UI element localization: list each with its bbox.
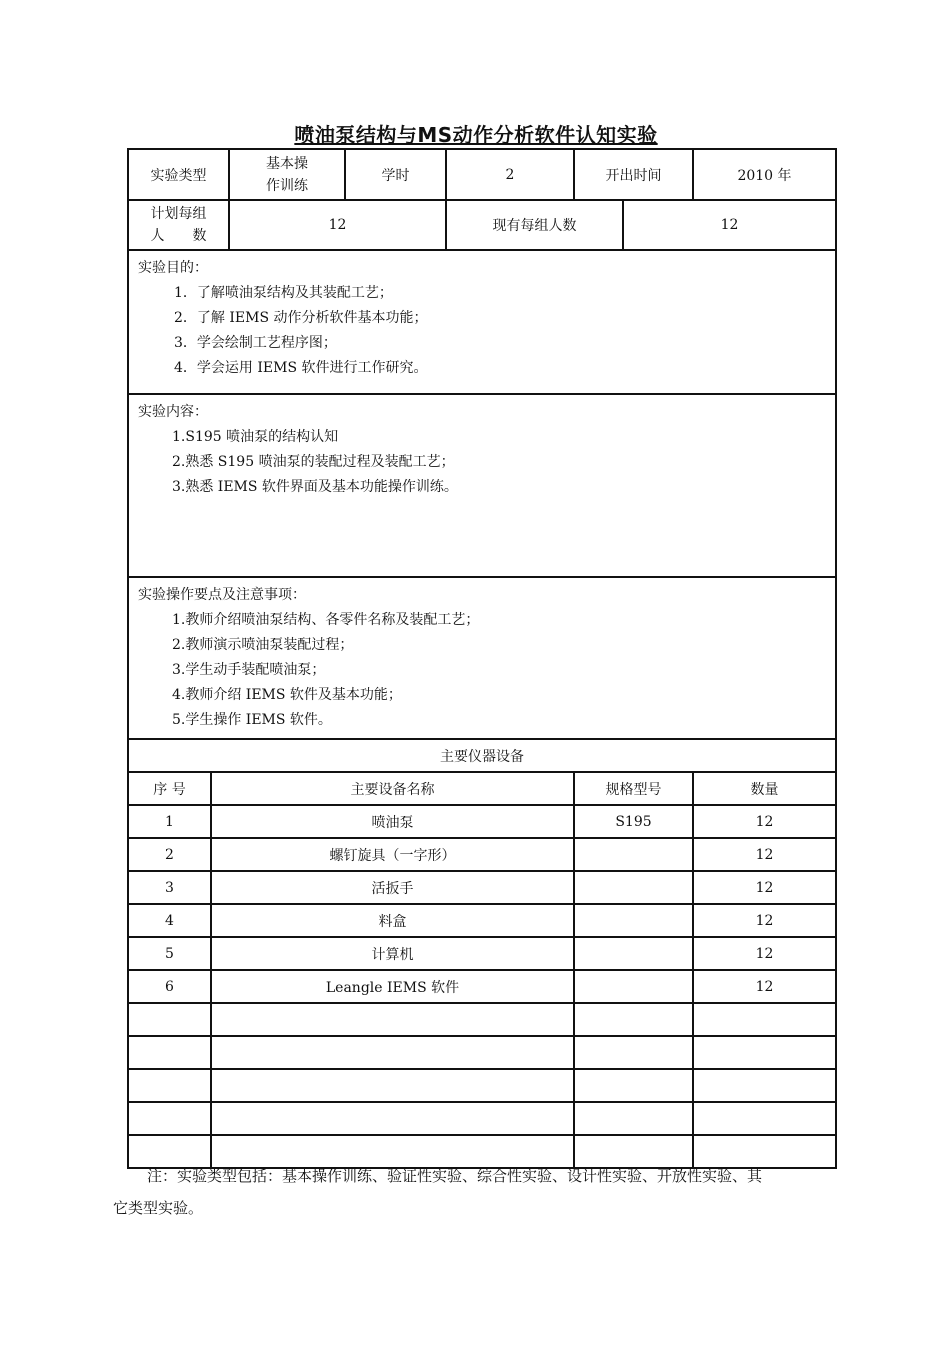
- row-name: Leangle IEMS 软件: [211, 970, 574, 1003]
- type-label: 实验类型: [128, 149, 229, 200]
- page-title: 喷油泵结构与MS动作分析软件认知实验: [294, 123, 658, 147]
- footnote-line2: 它类型实验。: [113, 1199, 204, 1217]
- row-name: 螺钉旋具（一字形）: [211, 838, 574, 871]
- plan-label-line1: 计划每组: [150, 206, 207, 222]
- row-qty: 12: [693, 805, 836, 838]
- content-section: [128, 394, 836, 577]
- row-no: 4: [128, 904, 211, 937]
- row-no: 6: [128, 970, 211, 1003]
- empty-row: [128, 1102, 836, 1135]
- operation-item: 1.教师介绍喷油泵结构、各零件名称及装配工艺；: [172, 612, 480, 628]
- row-qty: 12: [693, 937, 836, 970]
- row-no: 3: [128, 871, 211, 904]
- table-row: [128, 871, 836, 904]
- equipment-section-title: 主要仪器设备: [128, 739, 836, 772]
- type-value: [229, 149, 345, 200]
- row-spec: [574, 970, 693, 1003]
- footnote-line1: 注：实验类型包括：基本操作训练、验证性实验、综合性实验、设计性实验、开放性实验、其: [147, 1167, 763, 1185]
- row-name: 活扳手: [211, 871, 574, 904]
- row-spec: [574, 937, 693, 970]
- operation-item: 4.教师介绍 IEMS 软件及基本功能；: [172, 687, 402, 703]
- type-value-line2: 作训练: [266, 177, 308, 194]
- col-header-spec: 规格型号: [574, 772, 693, 805]
- table-row: [128, 805, 836, 838]
- table-row: [128, 937, 836, 970]
- plan-count-value: 12: [229, 200, 446, 250]
- row-qty: 12: [693, 838, 836, 871]
- experiment-table: [127, 148, 835, 1169]
- row-spec: [574, 871, 693, 904]
- row-name: 喷油泵: [211, 805, 574, 838]
- table-row: [128, 838, 836, 871]
- open-time-value: 2010 年: [693, 149, 836, 200]
- purpose-item: 3．学会绘制工艺程序图；: [174, 335, 337, 351]
- empty-row: [128, 1036, 836, 1069]
- row-no: 1: [128, 805, 211, 838]
- purpose-item: 2．了解 IEMS 动作分析软件基本功能；: [174, 310, 428, 326]
- col-header-name: 主要设备名称: [211, 772, 574, 805]
- operation-item: 5.学生操作 IEMS 软件。: [172, 712, 332, 728]
- plan-label-line2: 人 数: [150, 228, 207, 244]
- operation-section: [128, 577, 836, 739]
- purpose-label: 实验目的：: [138, 260, 208, 276]
- content-item: 3.熟悉 IEMS 软件界面及基本功能操作训练。: [172, 479, 458, 495]
- purpose-item: 1．了解喷油泵结构及其装配工艺；: [174, 285, 393, 301]
- open-time-label: 开出时间: [574, 149, 693, 200]
- col-header-no: 序 号: [128, 772, 211, 805]
- current-count-label: 现有每组人数: [446, 200, 623, 250]
- table-row: [128, 904, 836, 937]
- plan-count-label: [128, 200, 229, 250]
- col-header-qty: 数量: [693, 772, 836, 805]
- hours-value: 2: [446, 149, 574, 200]
- hours-label: 学时: [345, 149, 446, 200]
- row-qty: 12: [693, 970, 836, 1003]
- footnote: [113, 1160, 843, 1224]
- row-spec: S195: [574, 805, 693, 838]
- operation-label: 实验操作要点及注意事项：: [138, 587, 306, 603]
- row-qty: 12: [693, 904, 836, 937]
- purpose-item: 4．学会运用 IEMS 软件进行工作研究。: [174, 360, 428, 376]
- empty-row: [128, 1003, 836, 1036]
- row-spec: [574, 838, 693, 871]
- type-value-line1: 基本操: [266, 155, 308, 172]
- row-qty: 12: [693, 871, 836, 904]
- content-label: 实验内容：: [138, 404, 208, 420]
- row-name: 计算机: [211, 937, 574, 970]
- purpose-section: [128, 250, 836, 394]
- row-spec: [574, 904, 693, 937]
- row-no: 2: [128, 838, 211, 871]
- content-item: 2.熟悉 S195 喷油泵的装配过程及装配工艺；: [172, 454, 455, 470]
- operation-item: 2.教师演示喷油泵装配过程；: [172, 637, 354, 653]
- operation-item: 3.学生动手装配喷油泵；: [172, 662, 326, 678]
- empty-row: [128, 1069, 836, 1102]
- table-row: [128, 970, 836, 1003]
- current-count-value: 12: [623, 200, 836, 250]
- row-no: 5: [128, 937, 211, 970]
- content-item: 1.S195 喷油泵的结构认知: [172, 429, 339, 445]
- row-name: 料盒: [211, 904, 574, 937]
